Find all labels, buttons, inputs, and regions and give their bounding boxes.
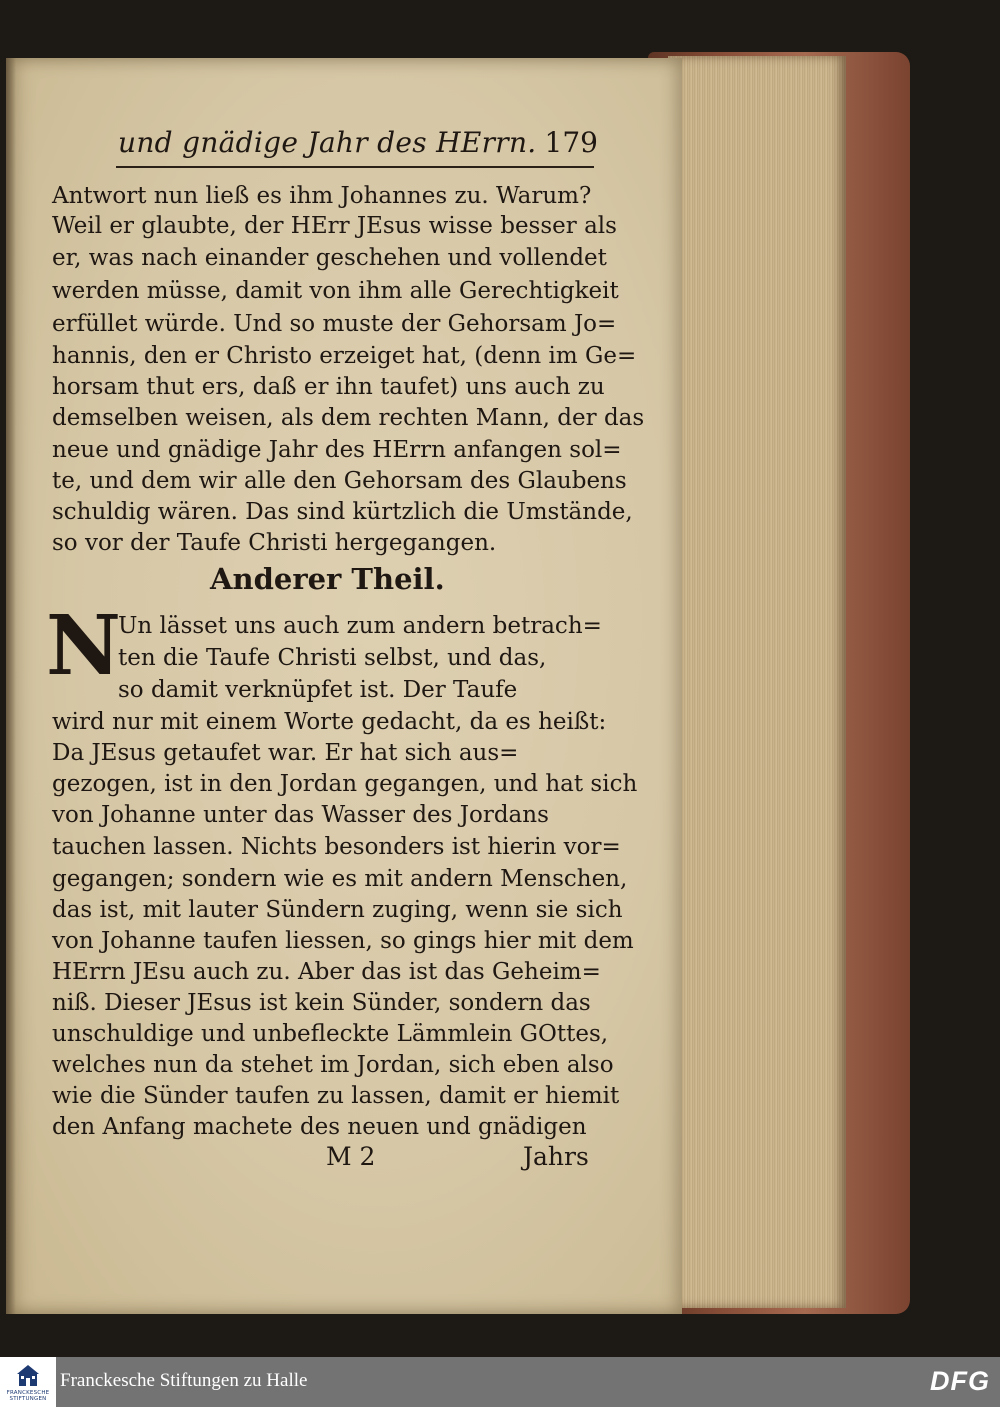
text-line: unschuldige und unbefleckte Lämmlein GOttes, xyxy=(52,1021,609,1047)
dfg-logo[interactable]: DFG xyxy=(930,1366,990,1396)
text-line: hannis, den er Christo erzeiget hat, (denn im Ge= xyxy=(52,343,637,369)
text-line: te, und dem wir alle den Gehorsam des Glaubens xyxy=(52,468,627,494)
drop-cap: N xyxy=(46,598,121,694)
text-line: tauchen lassen. Nichts besonders ist hierin vor= xyxy=(52,834,621,860)
page-gutter xyxy=(6,58,16,1314)
text-line: wie die Sünder taufen zu lassen, damit er hiemit xyxy=(52,1083,620,1109)
text-line: gezogen, ist in den Jordan gegangen, und hat sich xyxy=(52,771,638,797)
running-head xyxy=(118,124,598,164)
text-line: wird nur mit einem Worte gedacht, da es heißt: xyxy=(52,709,607,735)
page-edges xyxy=(668,56,846,1308)
text-line: schuldig wären. Das sind kürtzlich die Umstände, xyxy=(52,499,633,525)
text-line: neue und gnädige Jahr des HErrn anfangen sol= xyxy=(52,437,622,463)
footer-bar xyxy=(0,1357,1000,1407)
text-line: HErrn JEsu auch zu. Aber das ist das Geheim= xyxy=(52,959,601,985)
text-line: so damit verknüpfet ist. Der Taufe xyxy=(118,677,518,703)
text-line: Antwort nun ließ es ihm Johannes zu. Warum? xyxy=(52,183,592,209)
section-heading: Anderer Theil. xyxy=(210,562,445,596)
text-line: ten die Taufe Christi selbst, und das, xyxy=(118,645,547,671)
institution-name[interactable]: Franckesche Stiftungen zu Halle xyxy=(60,1370,308,1391)
text-line: demselben weisen, als dem rechten Mann, der das xyxy=(52,405,645,431)
page-number: 179 xyxy=(544,126,598,159)
text-line: Da JEsus getaufet war. Er hat sich aus= xyxy=(52,740,519,766)
catchword: Jahrs xyxy=(523,1142,589,1171)
text-line: Weil er glaubte, der HErr JEsus wisse besser als xyxy=(52,213,617,239)
text-line: erfüllet würde. Und so muste der Gehorsam Jo= xyxy=(52,311,617,337)
text-line: den Anfang machete des neuen und gnädigen xyxy=(52,1114,587,1140)
text-line: er, was nach einander geschehen und vollendet xyxy=(52,245,607,271)
text-line: von Johanne unter das Wasser des Jordans xyxy=(52,802,549,828)
building-icon xyxy=(16,1362,40,1388)
text-line: Un lässet uns auch zum andern betrach= xyxy=(118,613,602,639)
text-line: horsam thut ers, daß er ihn taufet) uns auch zu xyxy=(52,374,605,400)
text-line: von Johanne taufen liessen, so gings hier mit dem xyxy=(52,928,634,954)
signature-mark: M 2 xyxy=(326,1142,376,1171)
text-line: das ist, mit lauter Sündern zuging, wenn sie sich xyxy=(52,897,623,923)
text-line: gegangen; sondern wie es mit andern Menschen, xyxy=(52,866,628,892)
text-line: werden müsse, damit von ihm alle Gerechtigkeit xyxy=(52,278,619,304)
running-title: und gnädige Jahr des HErrn. xyxy=(118,126,537,159)
head-rule xyxy=(116,166,594,168)
text-line: niß. Dieser JEsus ist kein Sünder, sondern das xyxy=(52,990,591,1016)
logo-label: FRANCKESCHE STIFTUNGEN xyxy=(6,1390,50,1402)
institution-logo[interactable] xyxy=(0,1357,56,1407)
text-line: welches nun da stehet im Jordan, sich eben also xyxy=(52,1052,614,1078)
text-line: so vor der Taufe Christi hergegangen. xyxy=(52,530,497,556)
